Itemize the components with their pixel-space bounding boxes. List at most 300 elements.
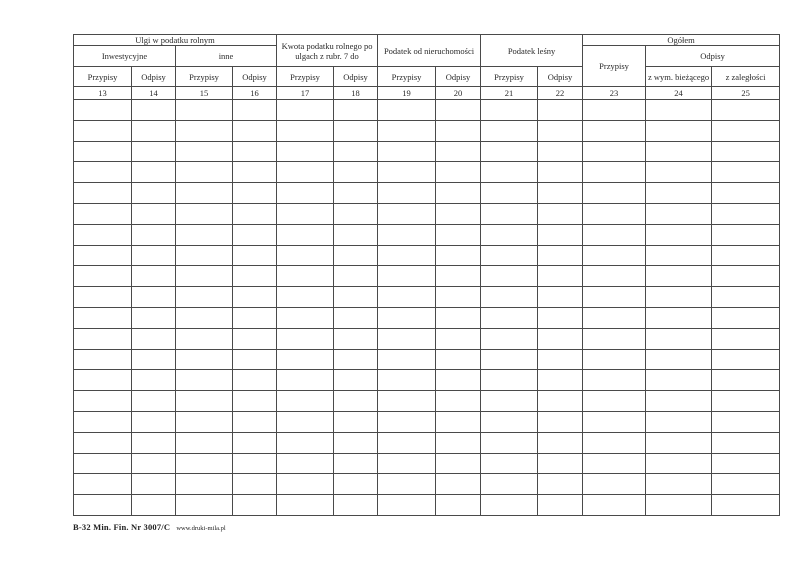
entry-cell-col-17[interactable]	[277, 495, 334, 516]
table-row	[74, 141, 780, 162]
entry-cell-col-21[interactable]	[481, 307, 538, 328]
entry-cell-col-13[interactable]	[74, 203, 132, 224]
entry-cell-col-17[interactable]	[277, 370, 334, 391]
entry-cell-col-14[interactable]	[132, 328, 176, 349]
entry-cell-col-18[interactable]	[334, 453, 378, 474]
entry-cell-col-23[interactable]	[583, 453, 646, 474]
entry-cell-col-17[interactable]	[277, 100, 334, 121]
entry-cell-col-20[interactable]	[436, 162, 481, 183]
entry-cell-col-13[interactable]	[74, 474, 132, 495]
entry-cell-col-18[interactable]	[334, 391, 378, 412]
ulgi-rolny-header: Ulgi w podatku rolnym	[74, 35, 277, 46]
tax-form-table	[73, 34, 780, 516]
entry-cell-col-13[interactable]	[74, 349, 132, 370]
table-row	[74, 495, 780, 516]
entry-cell-col-14[interactable]	[132, 287, 176, 308]
entry-cell-col-20[interactable]	[436, 183, 481, 204]
entry-cell-col-15[interactable]	[176, 495, 233, 516]
entry-cell-col-21[interactable]	[481, 328, 538, 349]
entry-cell-col-17[interactable]	[277, 474, 334, 495]
entry-cell-col-19[interactable]	[378, 349, 436, 370]
entry-cell-col-23[interactable]	[583, 287, 646, 308]
entry-cell-col-14[interactable]	[132, 120, 176, 141]
entry-cell-col-16[interactable]	[233, 391, 277, 412]
entry-cell-col-19[interactable]	[378, 391, 436, 412]
entry-cell-col-15[interactable]	[176, 120, 233, 141]
entry-cell-col-20[interactable]	[436, 141, 481, 162]
column-number: 22	[538, 87, 583, 100]
entry-cell-col-19[interactable]	[378, 307, 436, 328]
odpisy-20-header: Odpisy	[436, 67, 481, 87]
entry-cell-col-18[interactable]	[334, 370, 378, 391]
entry-cell-col-23[interactable]	[583, 391, 646, 412]
entry-cell-col-23[interactable]	[583, 411, 646, 432]
entry-cell-col-22[interactable]	[538, 203, 583, 224]
entry-cell-col-23[interactable]	[583, 141, 646, 162]
entry-cell-col-24[interactable]	[646, 224, 712, 245]
entry-cell-col-24[interactable]	[646, 349, 712, 370]
entry-cell-col-21[interactable]	[481, 411, 538, 432]
entry-cell-col-24[interactable]	[646, 183, 712, 204]
entry-cell-col-19[interactable]	[378, 120, 436, 141]
entry-cell-col-22[interactable]	[538, 370, 583, 391]
entry-cell-col-19[interactable]	[378, 370, 436, 391]
entry-cell-col-18[interactable]	[334, 100, 378, 121]
entry-cell-col-17[interactable]	[277, 453, 334, 474]
entry-cell-col-13[interactable]	[74, 183, 132, 204]
entry-cell-col-16[interactable]	[233, 203, 277, 224]
entry-cell-col-14[interactable]	[132, 203, 176, 224]
entry-cell-col-16[interactable]	[233, 183, 277, 204]
entry-cell-col-15[interactable]	[176, 245, 233, 266]
entry-cell-col-19[interactable]	[378, 495, 436, 516]
entry-cell-col-15[interactable]	[176, 183, 233, 204]
entry-cell-col-15[interactable]	[176, 370, 233, 391]
ogolem-header: Ogółem	[583, 35, 780, 46]
entry-cell-col-15[interactable]	[176, 411, 233, 432]
entry-cell-col-14[interactable]	[132, 453, 176, 474]
entry-cell-col-17[interactable]	[277, 349, 334, 370]
entry-cell-col-13[interactable]	[74, 100, 132, 121]
entry-cell-col-17[interactable]	[277, 183, 334, 204]
entry-cell-col-24[interactable]	[646, 391, 712, 412]
entry-cell-col-19[interactable]	[378, 183, 436, 204]
entry-cell-col-24[interactable]	[646, 370, 712, 391]
entry-cell-col-20[interactable]	[436, 224, 481, 245]
entry-cell-col-25[interactable]	[712, 266, 780, 287]
entry-cell-col-20[interactable]	[436, 411, 481, 432]
entry-cell-col-18[interactable]	[334, 495, 378, 516]
entry-cell-col-23[interactable]	[583, 224, 646, 245]
entry-cell-col-22[interactable]	[538, 224, 583, 245]
entry-cell-col-19[interactable]	[378, 432, 436, 453]
entry-cell-col-17[interactable]	[277, 287, 334, 308]
entry-cell-col-16[interactable]	[233, 245, 277, 266]
entry-cell-col-18[interactable]	[334, 203, 378, 224]
entry-cell-col-18[interactable]	[334, 328, 378, 349]
column-number: 25	[712, 87, 780, 100]
entry-cell-col-25[interactable]	[712, 162, 780, 183]
entry-cell-col-14[interactable]	[132, 495, 176, 516]
entry-cell-col-22[interactable]	[538, 495, 583, 516]
entry-cell-col-16[interactable]	[233, 432, 277, 453]
entry-cell-col-25[interactable]	[712, 453, 780, 474]
entry-cell-col-25[interactable]	[712, 411, 780, 432]
entry-cell-col-15[interactable]	[176, 349, 233, 370]
entry-cell-col-14[interactable]	[132, 266, 176, 287]
entry-cell-col-15[interactable]	[176, 432, 233, 453]
entry-cell-col-16[interactable]	[233, 495, 277, 516]
entry-cell-col-20[interactable]	[436, 474, 481, 495]
entry-cell-col-25[interactable]	[712, 224, 780, 245]
entry-cell-col-23[interactable]	[583, 245, 646, 266]
entry-cell-col-25[interactable]	[712, 100, 780, 121]
entry-cell-col-20[interactable]	[436, 120, 481, 141]
entry-cell-col-17[interactable]	[277, 224, 334, 245]
entry-cell-col-16[interactable]	[233, 100, 277, 121]
table-row	[74, 162, 780, 183]
column-number: 14	[132, 87, 176, 100]
entry-cell-col-13[interactable]	[74, 266, 132, 287]
entry-cell-col-14[interactable]	[132, 349, 176, 370]
entry-cell-col-15[interactable]	[176, 391, 233, 412]
entry-cell-col-21[interactable]	[481, 391, 538, 412]
entry-cell-col-23[interactable]	[583, 120, 646, 141]
entry-cell-col-24[interactable]	[646, 100, 712, 121]
inne-header: inne	[176, 46, 277, 67]
entry-cell-col-20[interactable]	[436, 370, 481, 391]
table-row	[74, 391, 780, 412]
entry-cell-col-25[interactable]	[712, 349, 780, 370]
entry-cell-col-20[interactable]	[436, 307, 481, 328]
entry-cell-col-18[interactable]	[334, 307, 378, 328]
entry-cell-col-17[interactable]	[277, 307, 334, 328]
entry-cell-col-23[interactable]	[583, 432, 646, 453]
entry-cell-col-18[interactable]	[334, 120, 378, 141]
entry-cell-col-20[interactable]	[436, 349, 481, 370]
inwestycyjne-header: Inwestycyjne	[74, 46, 176, 67]
entry-cell-col-24[interactable]	[646, 411, 712, 432]
entry-cell-col-25[interactable]	[712, 183, 780, 204]
entry-cell-col-18[interactable]	[334, 141, 378, 162]
entry-cell-col-22[interactable]	[538, 432, 583, 453]
entry-cell-col-23[interactable]	[583, 328, 646, 349]
column-number: 20	[436, 87, 481, 100]
entry-cell-col-18[interactable]	[334, 349, 378, 370]
entry-cell-col-14[interactable]	[132, 391, 176, 412]
entry-cell-col-17[interactable]	[277, 141, 334, 162]
table-row	[74, 287, 780, 308]
entry-cell-col-22[interactable]	[538, 287, 583, 308]
entry-cell-col-25[interactable]	[712, 307, 780, 328]
przypisy-15-header: Przypisy	[176, 67, 233, 87]
entry-cell-col-23[interactable]	[583, 203, 646, 224]
entry-cell-col-21[interactable]	[481, 266, 538, 287]
table-row	[74, 245, 780, 266]
entry-cell-col-25[interactable]	[712, 203, 780, 224]
entry-cell-col-25[interactable]	[712, 370, 780, 391]
entry-cell-col-23[interactable]	[583, 307, 646, 328]
odpisy-18-header: Odpisy	[334, 67, 378, 87]
entry-cell-col-14[interactable]	[132, 162, 176, 183]
entry-cell-col-25[interactable]	[712, 141, 780, 162]
entry-cell-col-20[interactable]	[436, 391, 481, 412]
entry-cell-col-16[interactable]	[233, 287, 277, 308]
entry-cell-col-21[interactable]	[481, 245, 538, 266]
entry-cell-col-24[interactable]	[646, 245, 712, 266]
entry-cell-col-20[interactable]	[436, 453, 481, 474]
entry-cell-col-16[interactable]	[233, 349, 277, 370]
entry-cell-col-25[interactable]	[712, 245, 780, 266]
z-zaleglosci-header: z zaległości	[712, 67, 780, 87]
entry-cell-col-13[interactable]	[74, 495, 132, 516]
entry-cell-col-18[interactable]	[334, 162, 378, 183]
entry-cell-col-17[interactable]	[277, 328, 334, 349]
entry-cell-col-20[interactable]	[436, 100, 481, 121]
entry-cell-col-25[interactable]	[712, 328, 780, 349]
entry-cell-col-18[interactable]	[334, 474, 378, 495]
entry-cell-col-24[interactable]	[646, 495, 712, 516]
entry-cell-col-23[interactable]	[583, 183, 646, 204]
entry-cell-col-17[interactable]	[277, 120, 334, 141]
entry-cell-col-21[interactable]	[481, 141, 538, 162]
entry-cell-col-17[interactable]	[277, 391, 334, 412]
entry-cell-col-23[interactable]	[583, 266, 646, 287]
entry-cell-col-13[interactable]	[74, 224, 132, 245]
entry-cell-col-14[interactable]	[132, 183, 176, 204]
entry-cell-col-14[interactable]	[132, 100, 176, 121]
entry-cell-col-23[interactable]	[583, 162, 646, 183]
entry-cell-col-20[interactable]	[436, 287, 481, 308]
entry-cell-col-22[interactable]	[538, 183, 583, 204]
entry-cell-col-16[interactable]	[233, 224, 277, 245]
entry-cell-col-19[interactable]	[378, 411, 436, 432]
przypisy-19-header: Przypisy	[378, 67, 436, 87]
entry-cell-col-20[interactable]	[436, 203, 481, 224]
entry-cell-col-23[interactable]	[583, 370, 646, 391]
entry-cell-col-25[interactable]	[712, 287, 780, 308]
entry-cell-col-16[interactable]	[233, 162, 277, 183]
entry-cell-col-21[interactable]	[481, 349, 538, 370]
entry-cell-col-17[interactable]	[277, 266, 334, 287]
column-number: 21	[481, 87, 538, 100]
entry-cell-col-23[interactable]	[583, 495, 646, 516]
z-wym-biezacego-header: z wym. bieżącego	[646, 67, 712, 87]
entry-cell-col-20[interactable]	[436, 432, 481, 453]
entry-cell-col-21[interactable]	[481, 370, 538, 391]
entry-cell-col-25[interactable]	[712, 432, 780, 453]
entry-cell-col-25[interactable]	[712, 120, 780, 141]
entry-cell-col-24[interactable]	[646, 162, 712, 183]
entry-cell-col-13[interactable]	[74, 120, 132, 141]
entry-cell-col-18[interactable]	[334, 287, 378, 308]
entry-cell-col-22[interactable]	[538, 411, 583, 432]
entry-cell-col-13[interactable]	[74, 411, 132, 432]
entry-cell-col-16[interactable]	[233, 474, 277, 495]
przypisy-13-header: Przypisy	[74, 67, 132, 87]
entry-cell-col-16[interactable]	[233, 120, 277, 141]
entry-cell-col-18[interactable]	[334, 224, 378, 245]
odpisy-16-header: Odpisy	[233, 67, 277, 87]
entry-cell-col-13[interactable]	[74, 391, 132, 412]
entry-cell-col-14[interactable]	[132, 224, 176, 245]
entry-cell-col-21[interactable]	[481, 203, 538, 224]
entry-cell-col-17[interactable]	[277, 162, 334, 183]
entry-cell-col-22[interactable]	[538, 266, 583, 287]
entry-cell-col-22[interactable]	[538, 453, 583, 474]
entry-cell-col-15[interactable]	[176, 203, 233, 224]
entry-cell-col-15[interactable]	[176, 453, 233, 474]
column-number: 18	[334, 87, 378, 100]
form-footer	[73, 522, 226, 532]
entry-cell-col-16[interactable]	[233, 328, 277, 349]
entry-cell-col-14[interactable]	[132, 307, 176, 328]
table-row	[74, 349, 780, 370]
entry-cell-col-18[interactable]	[334, 183, 378, 204]
entry-cell-col-15[interactable]	[176, 141, 233, 162]
table-row	[74, 307, 780, 328]
entry-cell-col-19[interactable]	[378, 453, 436, 474]
table-row	[74, 183, 780, 204]
entry-cell-col-23[interactable]	[583, 349, 646, 370]
entry-cell-col-19[interactable]	[378, 141, 436, 162]
entry-cell-col-19[interactable]	[378, 474, 436, 495]
entry-cell-col-22[interactable]	[538, 141, 583, 162]
table-row	[74, 120, 780, 141]
table-row	[74, 100, 780, 121]
entry-cell-col-16[interactable]	[233, 307, 277, 328]
entry-cell-col-21[interactable]	[481, 100, 538, 121]
entry-cell-col-23[interactable]	[583, 100, 646, 121]
entry-cell-col-19[interactable]	[378, 266, 436, 287]
entry-cell-col-21[interactable]	[481, 453, 538, 474]
ogolem-odpisy-header: Odpisy	[646, 46, 780, 67]
column-number: 19	[378, 87, 436, 100]
entry-cell-col-13[interactable]	[74, 328, 132, 349]
entry-cell-col-21[interactable]	[481, 224, 538, 245]
entry-cell-col-25[interactable]	[712, 391, 780, 412]
entry-cell-col-25[interactable]	[712, 495, 780, 516]
entry-cell-col-16[interactable]	[233, 411, 277, 432]
entry-cell-col-22[interactable]	[538, 474, 583, 495]
ogolem-przypisy-header: Przypisy	[583, 46, 646, 87]
entry-cell-col-19[interactable]	[378, 287, 436, 308]
entry-cell-col-21[interactable]	[481, 183, 538, 204]
column-number: 16	[233, 87, 277, 100]
table-row	[74, 411, 780, 432]
entry-cell-col-18[interactable]	[334, 411, 378, 432]
entry-cell-col-21[interactable]	[481, 162, 538, 183]
entry-cell-col-15[interactable]	[176, 307, 233, 328]
entry-cell-col-13[interactable]	[74, 245, 132, 266]
entry-cell-col-24[interactable]	[646, 432, 712, 453]
entry-cell-col-15[interactable]	[176, 287, 233, 308]
entry-cell-col-13[interactable]	[74, 370, 132, 391]
entry-cell-col-19[interactable]	[378, 162, 436, 183]
entry-cell-col-22[interactable]	[538, 245, 583, 266]
entry-cell-col-16[interactable]	[233, 141, 277, 162]
entry-cell-col-21[interactable]	[481, 287, 538, 308]
entry-cell-col-13[interactable]	[74, 307, 132, 328]
entry-cell-col-14[interactable]	[132, 245, 176, 266]
entry-cell-col-24[interactable]	[646, 307, 712, 328]
entry-cell-col-24[interactable]	[646, 120, 712, 141]
entry-cell-col-22[interactable]	[538, 162, 583, 183]
entry-cell-col-14[interactable]	[132, 141, 176, 162]
entry-cell-col-15[interactable]	[176, 162, 233, 183]
entry-cell-col-19[interactable]	[378, 245, 436, 266]
entry-cell-col-18[interactable]	[334, 245, 378, 266]
entry-cell-col-15[interactable]	[176, 266, 233, 287]
entry-cell-col-17[interactable]	[277, 411, 334, 432]
entry-cell-col-24[interactable]	[646, 141, 712, 162]
entry-cell-col-25[interactable]	[712, 474, 780, 495]
entry-cell-col-13[interactable]	[74, 141, 132, 162]
entry-cell-col-13[interactable]	[74, 162, 132, 183]
entry-cell-col-21[interactable]	[481, 474, 538, 495]
table-row	[74, 370, 780, 391]
entry-cell-col-20[interactable]	[436, 328, 481, 349]
entry-cell-col-22[interactable]	[538, 391, 583, 412]
entry-cell-col-17[interactable]	[277, 203, 334, 224]
table-row	[74, 266, 780, 287]
entry-cell-col-21[interactable]	[481, 432, 538, 453]
entry-cell-col-21[interactable]	[481, 495, 538, 516]
entry-cell-col-23[interactable]	[583, 474, 646, 495]
entry-cell-col-20[interactable]	[436, 495, 481, 516]
entry-cell-col-15[interactable]	[176, 474, 233, 495]
entry-cell-col-24[interactable]	[646, 266, 712, 287]
entry-cell-col-15[interactable]	[176, 224, 233, 245]
entry-cell-col-24[interactable]	[646, 474, 712, 495]
entry-cell-col-21[interactable]	[481, 120, 538, 141]
entry-cell-col-15[interactable]	[176, 328, 233, 349]
entry-cell-col-14[interactable]	[132, 474, 176, 495]
entry-cell-col-14[interactable]	[132, 370, 176, 391]
entry-cell-col-14[interactable]	[132, 411, 176, 432]
entry-cell-col-19[interactable]	[378, 203, 436, 224]
entry-cell-col-13[interactable]	[74, 287, 132, 308]
entry-cell-col-18[interactable]	[334, 432, 378, 453]
entry-cell-col-16[interactable]	[233, 370, 277, 391]
entry-cell-col-22[interactable]	[538, 120, 583, 141]
entry-cell-col-22[interactable]	[538, 349, 583, 370]
entry-cell-col-24[interactable]	[646, 328, 712, 349]
entry-cell-col-22[interactable]	[538, 307, 583, 328]
entry-cell-col-15[interactable]	[176, 100, 233, 121]
entry-cell-col-19[interactable]	[378, 328, 436, 349]
entry-cell-col-20[interactable]	[436, 245, 481, 266]
entry-cell-col-24[interactable]	[646, 203, 712, 224]
column-number: 13	[74, 87, 132, 100]
entry-cell-col-13[interactable]	[74, 432, 132, 453]
entry-cell-col-17[interactable]	[277, 432, 334, 453]
kwota-podatku-header: Kwota podatku rolnego po ulgach z rubr. 7 do	[277, 35, 378, 67]
entry-cell-col-19[interactable]	[378, 100, 436, 121]
entry-cell-col-22[interactable]	[538, 328, 583, 349]
entry-cell-col-13[interactable]	[74, 453, 132, 474]
entry-cell-col-18[interactable]	[334, 266, 378, 287]
entry-cell-col-22[interactable]	[538, 100, 583, 121]
entry-cell-col-24[interactable]	[646, 453, 712, 474]
entry-cell-col-14[interactable]	[132, 432, 176, 453]
entry-cell-col-19[interactable]	[378, 224, 436, 245]
entry-cell-col-16[interactable]	[233, 266, 277, 287]
entry-cell-col-16[interactable]	[233, 453, 277, 474]
entry-cell-col-24[interactable]	[646, 287, 712, 308]
entry-cell-col-17[interactable]	[277, 245, 334, 266]
entry-cell-col-20[interactable]	[436, 266, 481, 287]
